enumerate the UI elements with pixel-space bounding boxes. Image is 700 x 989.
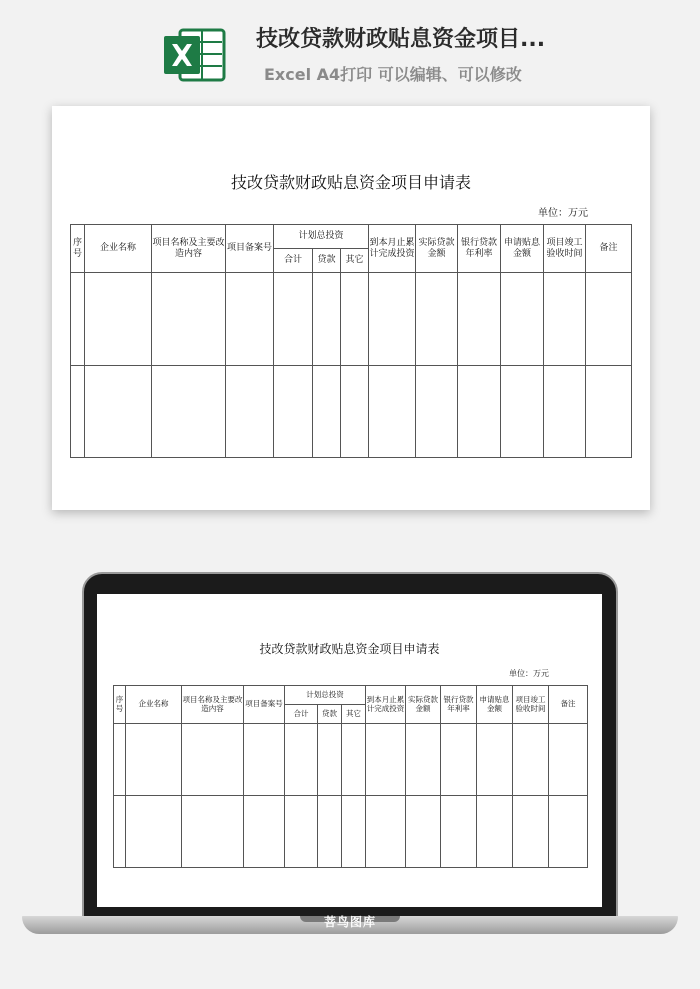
document-title: 技改贷款财政贴息资金项目申请表 <box>259 642 440 656</box>
header-actual-loan: 实际贷款金额 <box>416 225 458 273</box>
unit-label: 单位：万元 <box>538 208 588 219</box>
header-project-name: 项目名称及主要改造内容 <box>182 686 244 724</box>
sheet-preview <box>52 106 650 510</box>
header-seq: 序号 <box>71 225 85 273</box>
page-subtitle: Excel A4打印 可以编辑、可以修改 <box>264 65 522 84</box>
header-total: 合计 <box>274 249 313 273</box>
application-table <box>70 224 632 458</box>
header-completion-time: 项目竣工验收时间 <box>544 225 586 273</box>
header-subsidy-amount: 申请贴息金额 <box>501 225 544 273</box>
header-company: 企业名称 <box>126 686 182 724</box>
header-completed-investment: 到本月止累计完成投资 <box>366 686 406 724</box>
table-row <box>114 724 588 796</box>
header-loan: 贷款 <box>313 249 341 273</box>
header-total: 合计 <box>285 705 318 724</box>
header-record-no: 项目备案号 <box>226 225 274 273</box>
header-other: 其它 <box>341 249 369 273</box>
header-completed-investment: 到本月止累计完成投资 <box>369 225 416 273</box>
table-row <box>71 273 632 366</box>
header-loan: 贷款 <box>318 705 342 724</box>
header-other: 其它 <box>342 705 366 724</box>
header-planned-investment: 计划总投资 <box>285 686 366 705</box>
header-actual-loan: 实际贷款金额 <box>406 686 441 724</box>
header-company: 企业名称 <box>85 225 152 273</box>
header-project-name: 项目名称及主要改造内容 <box>152 225 226 273</box>
header-bank-rate: 银行贷款年利率 <box>441 686 477 724</box>
excel-icon <box>162 22 228 88</box>
table-row <box>71 366 632 458</box>
page-title: 技改贷款财政贴息资金项目... <box>256 27 546 52</box>
header-remarks: 备注 <box>586 225 632 273</box>
header-bank-rate: 银行贷款年利率 <box>458 225 501 273</box>
header-record-no: 项目备案号 <box>244 686 285 724</box>
laptop-screen <box>97 594 602 907</box>
header-subsidy-amount: 申请贴息金额 <box>477 686 513 724</box>
application-table <box>113 685 588 868</box>
header <box>0 0 700 100</box>
document-title: 技改贷款财政贴息资金项目申请表 <box>230 173 471 192</box>
table-row <box>114 796 588 868</box>
header-seq: 序号 <box>114 686 126 724</box>
header-planned-investment: 计划总投资 <box>274 225 369 249</box>
watermark: 菩鸟图库 <box>323 915 376 929</box>
unit-label: 单位：万元 <box>509 669 549 678</box>
header-remarks: 备注 <box>549 686 588 724</box>
header-completion-time: 项目竣工验收时间 <box>513 686 549 724</box>
